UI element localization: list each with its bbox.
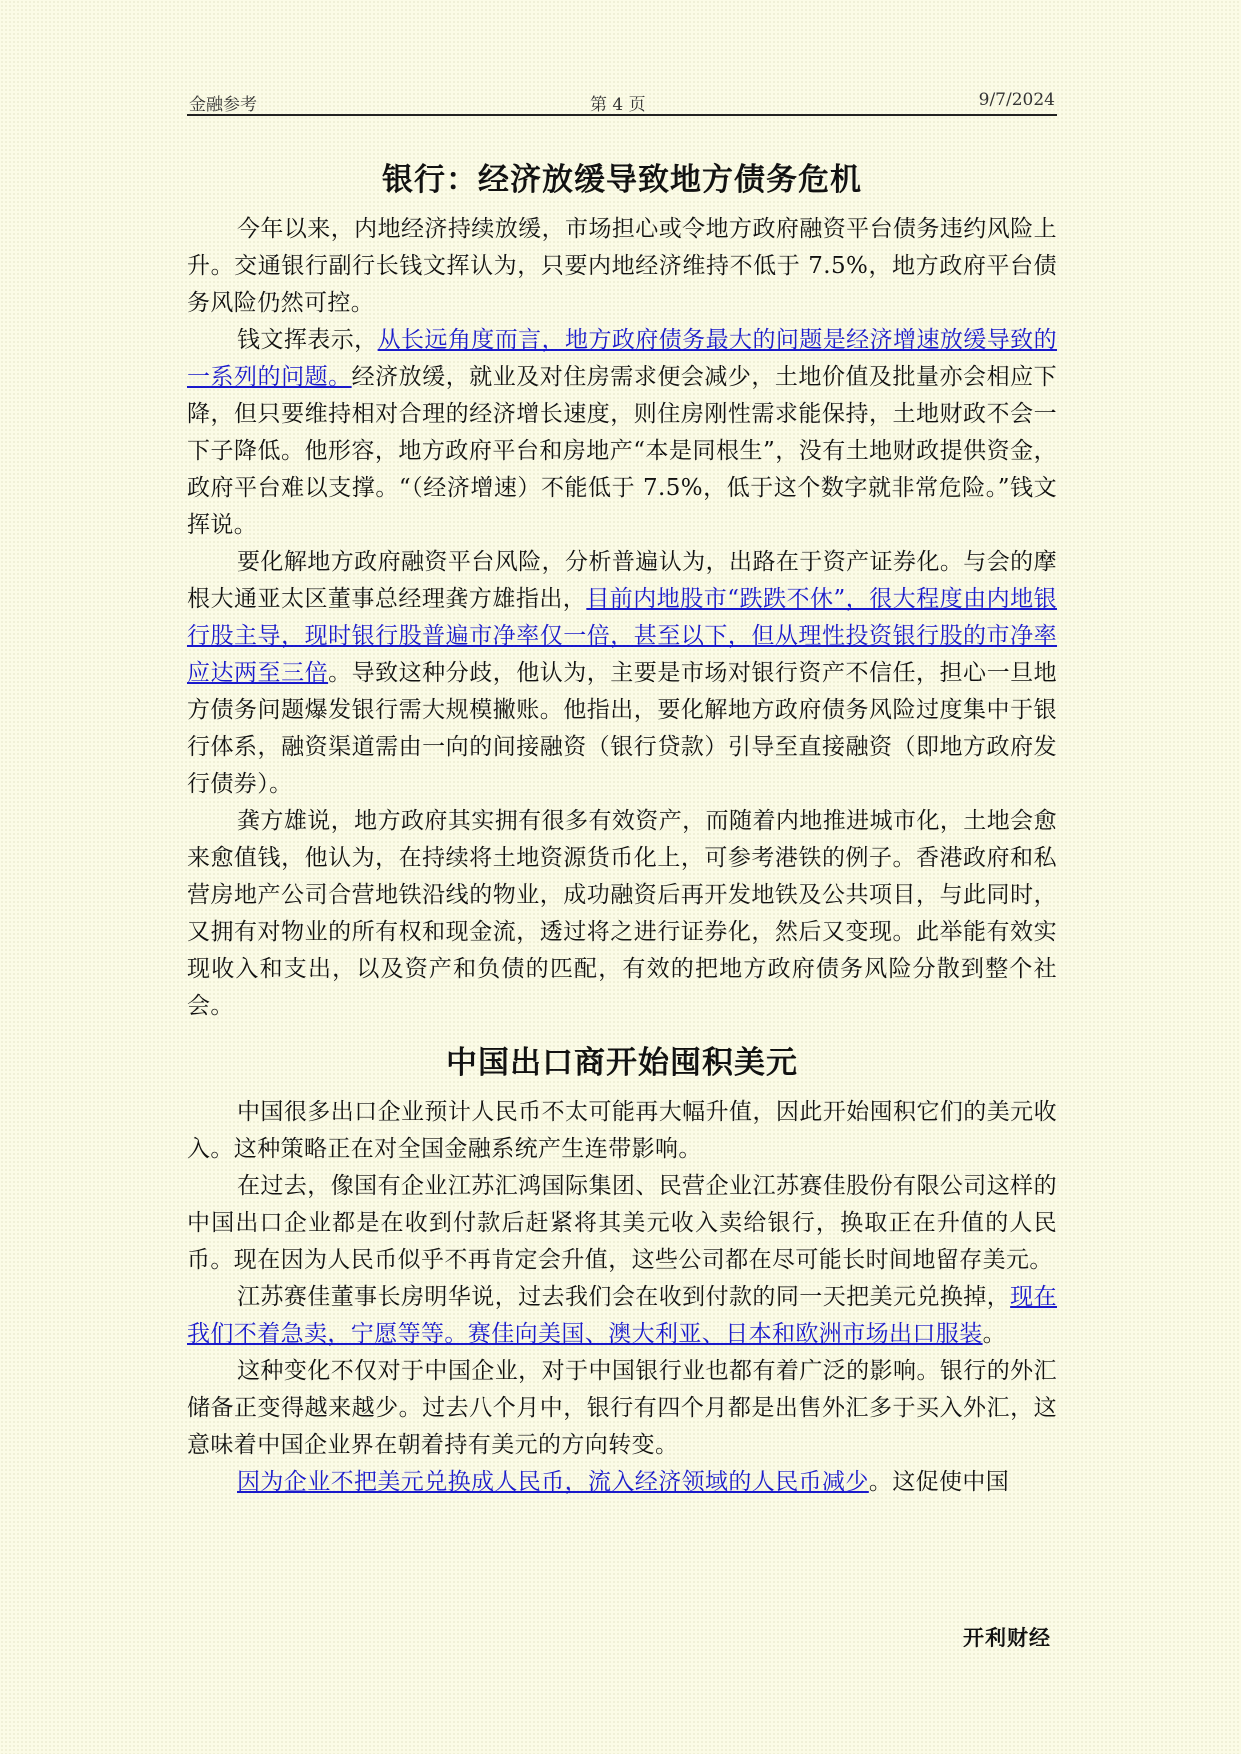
article2-p3-link[interactable]: 现在我们不着急卖，宁愿等等。赛佳向美国、澳大利亚、日本和欧洲市场出口服装 bbox=[187, 1284, 1057, 1347]
article2-p5-link[interactable]: 因为企业不把美元兑换成人民币，流入经济领域的人民币减少 bbox=[237, 1469, 869, 1495]
article1-paragraph-4: 龚方雄说，地方政府其实拥有很多有效资产，而随着内地推进城市化，土地会愈来愈值钱，他认为，在持续将土地资源货币化上，可参考港铁的例子。香港政府和私营房地产公司合营地铁沿线的物业，成功融资后再开发地铁及公共项目，与此同时，又拥有对物业的所有权和现金流，透过将之进行证券化，然后又变现。此举能有效实现收入和支出，以及资产和负债的匹配，有效的把地方政府债务风险分散到整个社会。 bbox=[187, 808, 1057, 1019]
article2-paragraph-1: 中国很多出口企业预计人民币不太可能再大幅升值，因此开始囤积它们的美元收入。这种策略正在对全国金融系统产生连带影响。 bbox=[187, 1099, 1057, 1162]
article-title-exporters-dollars: 中国出口商开始囤积美元 bbox=[446, 1045, 798, 1081]
article1-paragraph-3 bbox=[187, 544, 1057, 803]
header-date: 9/7/2024 bbox=[978, 90, 1055, 110]
article2-paragraph-5 bbox=[187, 1464, 1057, 1501]
article2-paragraph-4: 这种变化不仅对于中国企业，对于中国银行业也都有着广泛的影响。银行的外汇储备正变得越来越少。过去八个月中，银行有四个月都是出售外汇多于买入外汇，这意味着中国企业界在朝着持有美元的方向转变。 bbox=[187, 1358, 1057, 1458]
header-page-number: 第 4 页 bbox=[590, 95, 646, 115]
article1-p2-text-b: 经济放缓，就业及对住房需求便会减少，土地价值及批量亦会相应下降，但只要维持相对合理的经济增长速度，则住房刚性需求能保持，土地财政不会一下子降低。他形容，地方政府平台和房地产“本是同根生”，没有土地财政提供资金，政府平台难以支撑。“（经济增速）不能低于 7.5%，低于这个数字就非常危险。”钱文挥说。 bbox=[187, 364, 1057, 538]
article2-p5-text-b: 。这促使中国 bbox=[868, 1469, 1010, 1495]
article-title-bank-debt: 银行：经济放缓导致地方债务危机 bbox=[382, 162, 862, 198]
article1-p3-text-a: 要化解地方政府融资平台风险，分析普遍认为，出路在于资产证券化。与会的摩根大通亚太区董事总经理龚方雄指出， bbox=[187, 549, 1057, 612]
footer-brand: 开利财经 bbox=[963, 1626, 1051, 1650]
article1-p3-link[interactable]: 目前内地股市“跌跌不休”，很大程度由内地银行股主导，现时银行股普遍市净率仅一倍，甚至以下，但从理性投资银行股的市净率应达两至三倍 bbox=[187, 586, 1057, 686]
page-content bbox=[187, 88, 1057, 1501]
article2-p3-text-b: 。 bbox=[982, 1321, 1007, 1347]
article2-paragraph-3 bbox=[187, 1279, 1057, 1353]
article1-p2-link[interactable]: 从长远角度而言，地方政府债务最大的问题是经济增速放缓导致的一系列的问题。 bbox=[187, 327, 1057, 390]
article2-paragraph-2: 在过去，像国有企业江苏汇鸿国际集团、民营企业江苏赛佳股份有限公司这样的中国出口企业都是在收到付款后赶紧将其美元收入卖给银行，换取正在升值的人民币。现在因为人民币似乎不再肯定会升值，这些公司都在尽可能长时间地留存美元。 bbox=[187, 1173, 1057, 1273]
article1-paragraph-2 bbox=[187, 322, 1057, 544]
page-header bbox=[187, 88, 1057, 116]
article2-p3-text-a: 江苏赛佳董事长房明华说，过去我们会在收到付款的同一天把美元兑换掉， bbox=[237, 1284, 1011, 1310]
article1-paragraph-1: 今年以来，内地经济持续放缓，市场担心或令地方政府融资平台债务违约风险上升。交通银行副行长钱文挥认为，只要内地经济维持不低于 7.5%，地方政府平台债务风险仍然可控。 bbox=[187, 216, 1057, 316]
header-publication: 金融参考 bbox=[189, 95, 257, 115]
article1-p3-text-b: 。导致这种分歧，他认为，主要是市场对银行资产不信任，担心一旦地方债务问题爆发银行需大规模撇账。他指出，要化解地方政府债务风险过度集中于银行体系，融资渠道需由一向的间接融资（银行贷款）引导至直接融资（即地方政府发行债券）。 bbox=[187, 660, 1057, 797]
article1-p2-text-a: 钱文挥表示， bbox=[237, 327, 378, 353]
